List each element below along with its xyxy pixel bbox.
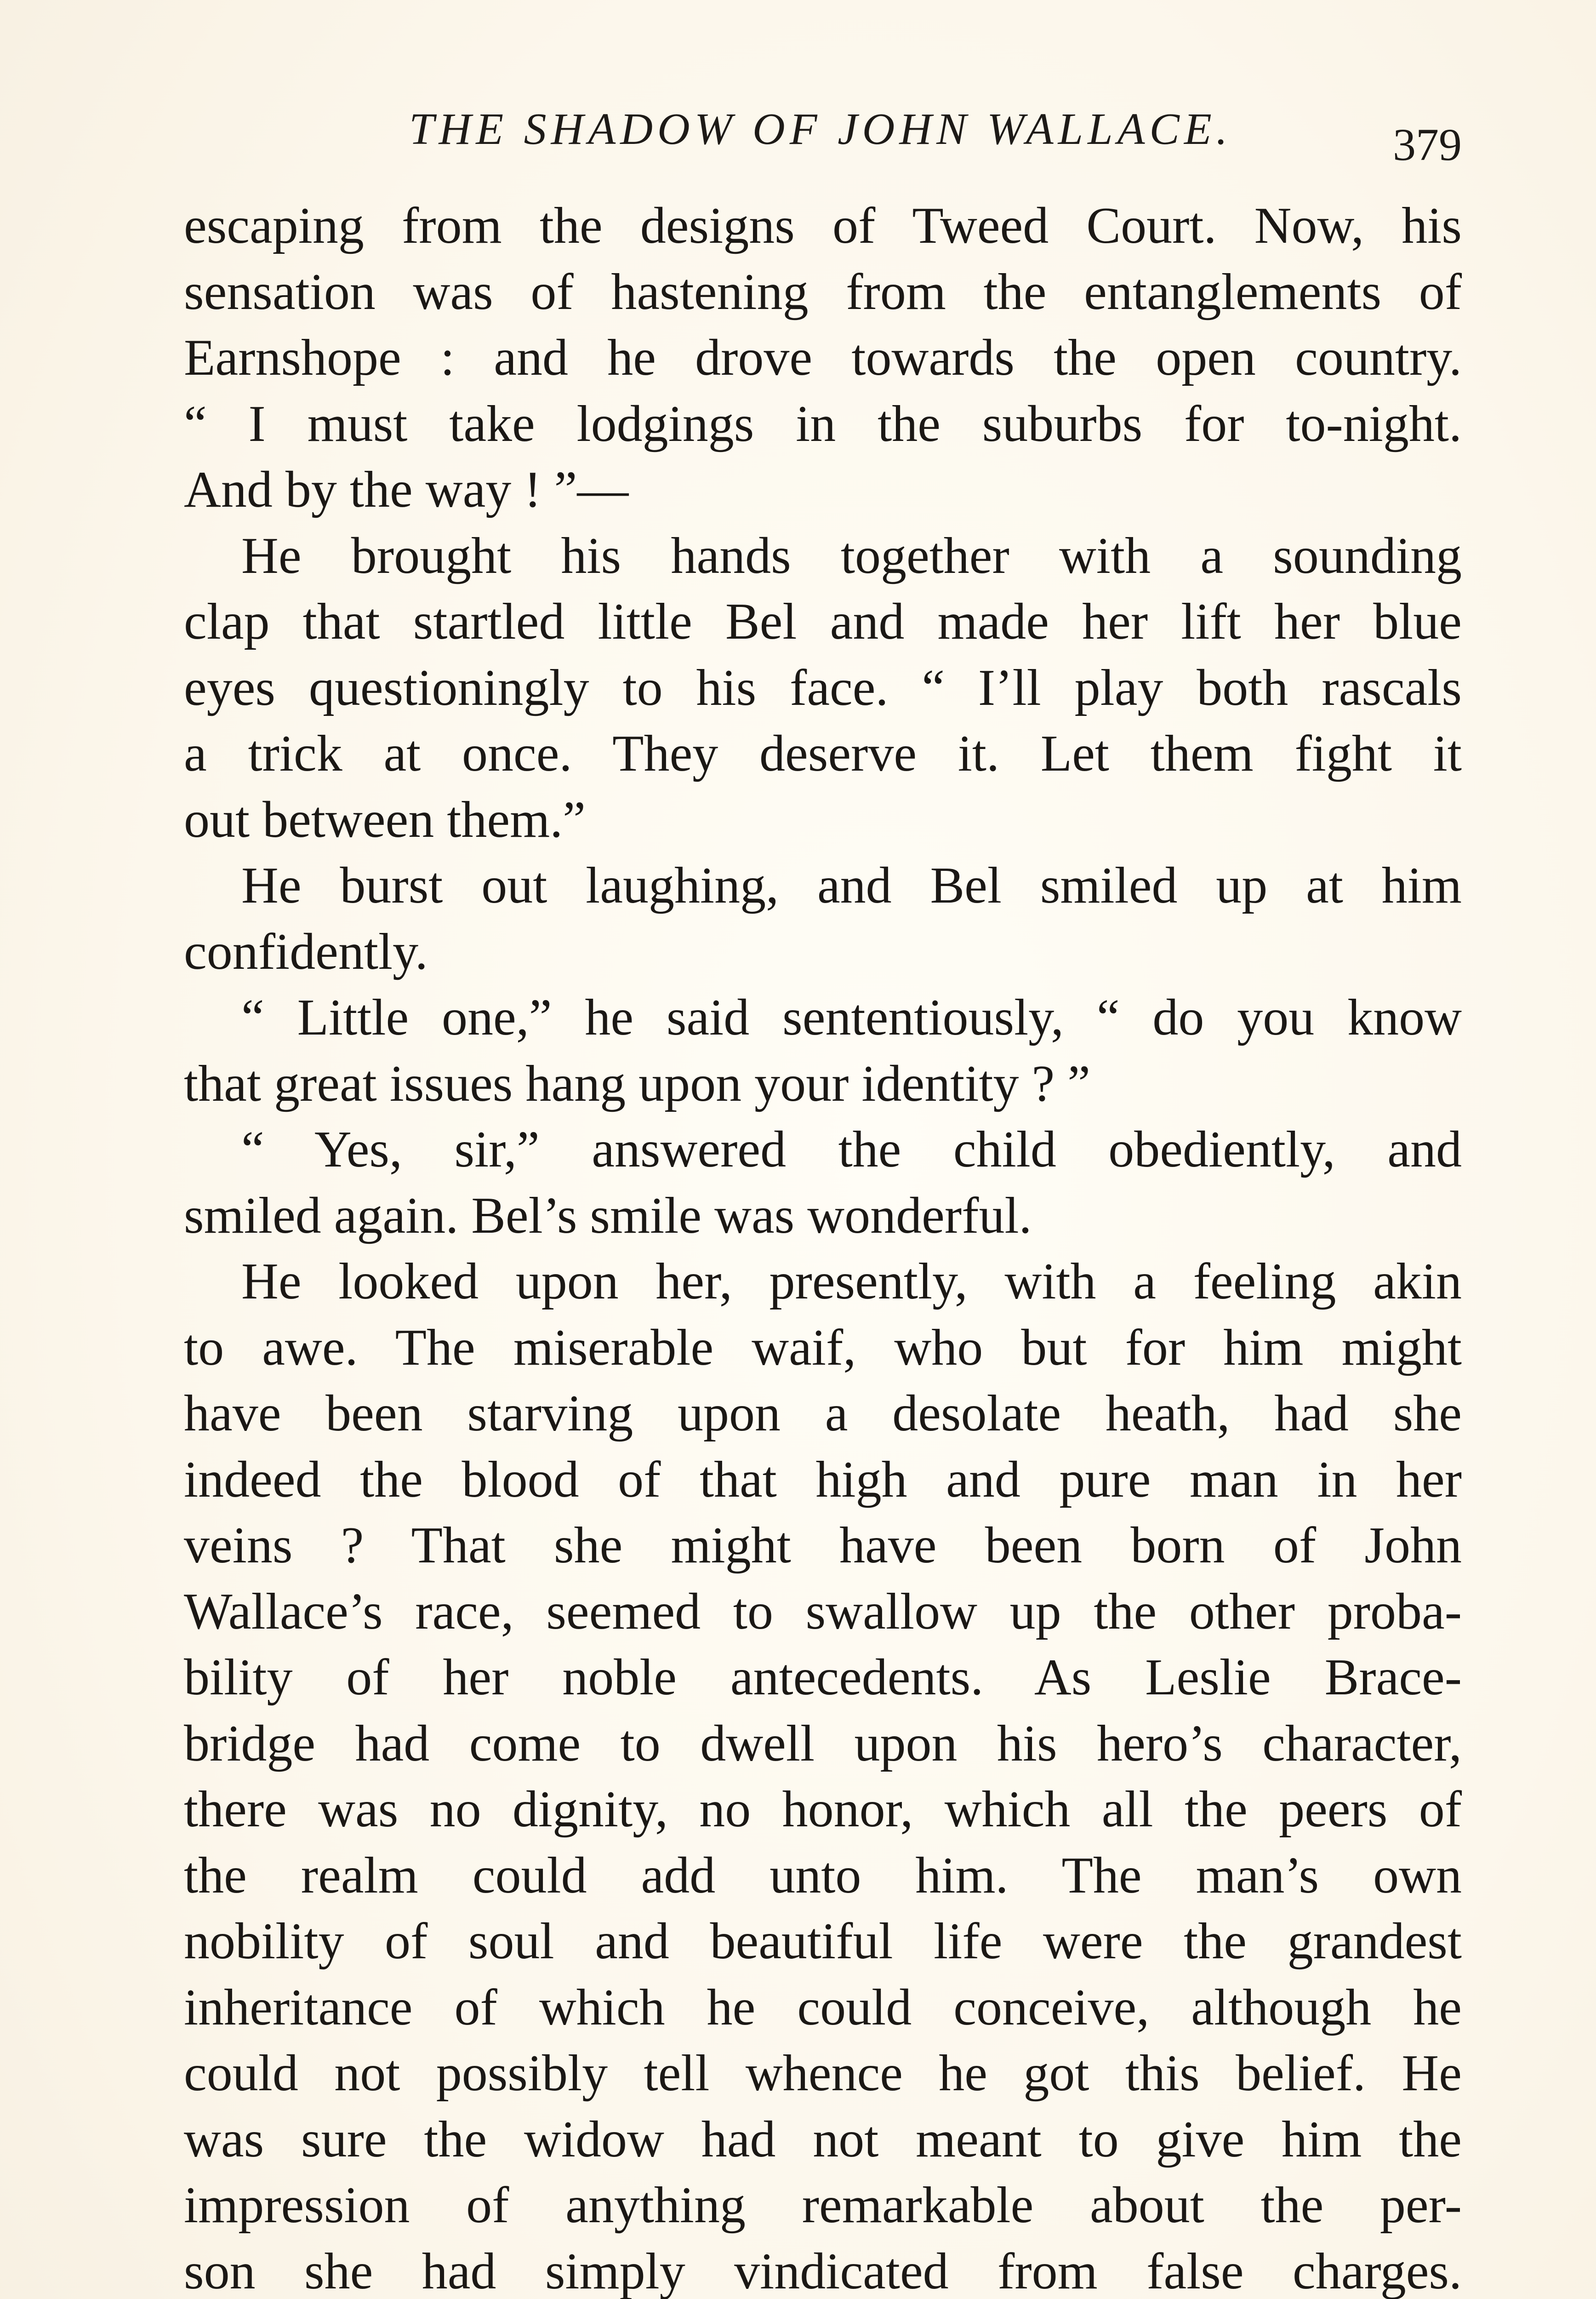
text-line: bridge had come to dwell upon his hero’s character,: [184, 1715, 1462, 1772]
running-title: THE SHADOW OF JOHN WALLACE.: [409, 104, 1232, 154]
text-line: a trick at once. They deserve it. Let them fight it: [184, 725, 1462, 782]
text-line: there was no dignity, no honor, which all the peers of: [184, 1781, 1462, 1838]
text-line: son she had simply vindicated from false charges.: [184, 2242, 1462, 2299]
text-line: nobility of soul and beautiful life were the grandest: [184, 1913, 1462, 1970]
text-line: veins ? That she might have been born of John: [184, 1517, 1462, 1574]
text-line: smiled again. Bel’s smile was wonderful.: [184, 1187, 1032, 1244]
text-line: sensation was of hastening from the entanglements of: [184, 263, 1462, 320]
text-line: “ Little one,” he said sententiously, “ do you know: [241, 989, 1462, 1046]
text-line: bility of her noble antecedents. As Leslie Brace-: [184, 1649, 1462, 1706]
text-line: Wallace’s race, seemed to swallow up the other proba-: [184, 1583, 1462, 1640]
text-line: was sure the widow had not meant to give him the: [184, 2110, 1462, 2168]
text-line: have been starving upon a desolate heath, had she: [184, 1385, 1462, 1442]
text-line: He burst out laughing, and Bel smiled up at him: [241, 857, 1462, 914]
text-line: impression of anything remarkable about the per-: [184, 2177, 1462, 2234]
page-number: 379: [1393, 119, 1462, 170]
text-line: He looked upon her, presently, with a feeling akin: [241, 1253, 1462, 1310]
text-line: And by the way ! ”—: [184, 461, 629, 518]
page-header: [184, 99, 1462, 177]
text-line: to awe. The miserable waif, who but for him might: [184, 1319, 1462, 1376]
text-line: “ I must take lodgings in the suburbs for to-night.: [184, 395, 1462, 452]
text-line: out between them.”: [184, 791, 586, 848]
text-line: the realm could add unto him. The man’s own: [184, 1847, 1462, 1904]
text-line: escaping from the designs of Tweed Court. Now, his: [184, 197, 1462, 254]
text-line: eyes questioningly to his face. “ I’ll play both rascals: [184, 659, 1462, 716]
text-line: confidently.: [184, 923, 428, 980]
text-line: indeed the blood of that high and pure man in her: [184, 1451, 1462, 1508]
text-line: could not possibly tell whence he got this belief. He: [184, 2045, 1462, 2102]
text-line: inheritance of which he could conceive, although he: [184, 1979, 1462, 2036]
text-line: that great issues hang upon your identity ? ”: [184, 1055, 1090, 1112]
text-line: He brought his hands together with a sounding: [241, 527, 1462, 584]
text-line: “ Yes, sir,” answered the child obediently, and: [241, 1121, 1462, 1178]
text-line: clap that startled little Bel and made her lift her blue: [184, 593, 1462, 650]
body-text: [184, 193, 1462, 2299]
text-line: Earnshope : and he drove towards the open country.: [184, 329, 1462, 386]
